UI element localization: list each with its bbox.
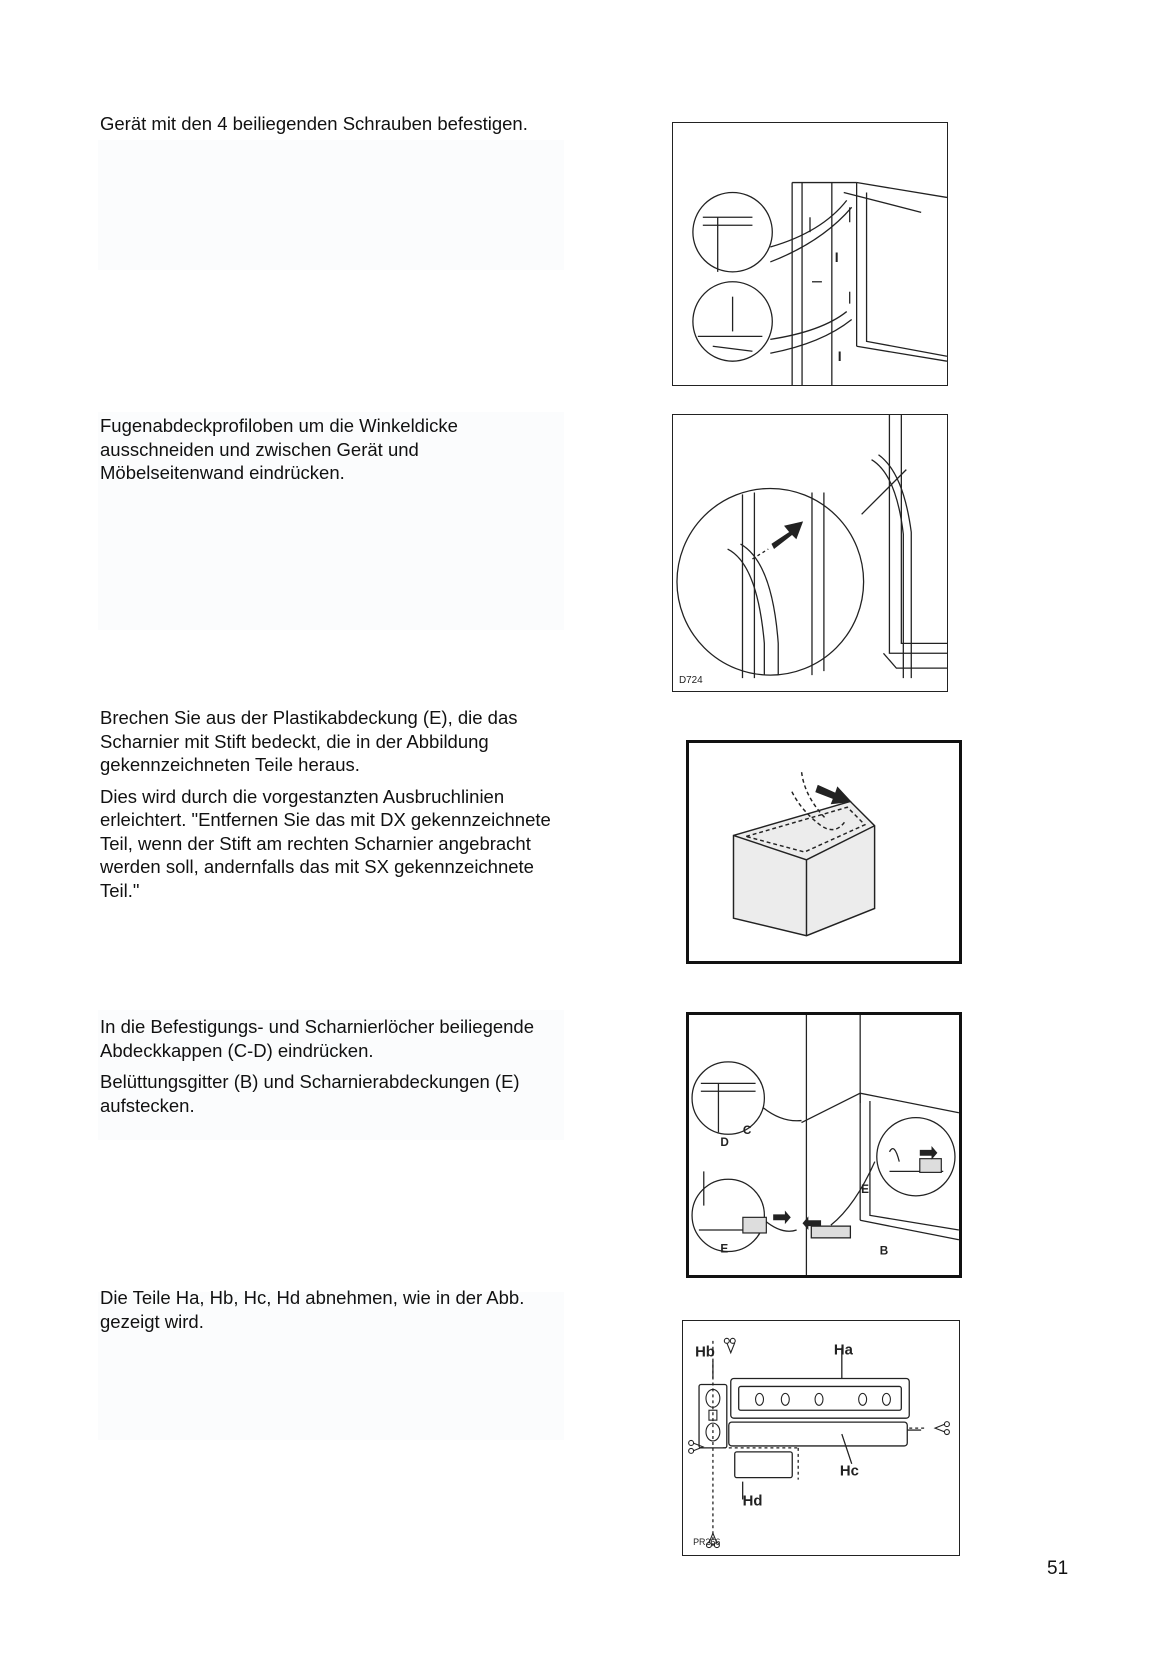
fig5-code: PR266 — [693, 1537, 721, 1548]
section-3-paragraph-1: Brechen Sie aus der Plastikabdeckung (E), die das Scharnier mit Stift bedeckt, die in der Abbildung gekennzeichneten Teile heraus. — [100, 707, 518, 775]
section-1-paragraph-1: Gerät mit den 4 beiliegenden Schrauben befestigen. — [100, 113, 528, 134]
fig1-label-bottom: I — [837, 348, 842, 365]
section-3-text — [100, 706, 562, 910]
figure-screw-mounting — [672, 122, 948, 386]
fig4-label-e-left: E — [720, 1242, 729, 1256]
parts-removal-illustration — [683, 1321, 959, 1555]
fig5-label-hb: Hb — [695, 1344, 715, 1361]
fig4-label-d: D — [720, 1135, 729, 1149]
fig4-label-b: B — [879, 1244, 889, 1258]
section-1-background — [98, 140, 564, 270]
fig5-label-hd: Hd — [742, 1493, 763, 1510]
section-4-text — [100, 1015, 562, 1125]
figure-joint-cover-profile — [672, 414, 948, 692]
joint-cover-illustration — [673, 415, 947, 691]
plastic-cover-illustration — [689, 743, 959, 961]
fig4-label-e-right: E — [861, 1182, 869, 1196]
section-2-text — [100, 414, 562, 493]
section-5-text — [100, 1286, 562, 1341]
fig5-label-hc: Hc — [839, 1463, 859, 1480]
fig1-label-top: I — [834, 248, 839, 265]
section-2-paragraph-1: Fugenabdeckprofiloben um die Winkeldicke ausschneiden und zwischen Gerät und Möbelseitenwand eindrücken. — [100, 415, 458, 483]
section-1-text — [100, 112, 562, 144]
section-3-paragraph-2: Dies wird durch die vorgestanzten Ausbruchlinien erleichtert. "Entfernen Sie das mit DX gekennzeichnete Teil, wenn der Stift am rechten Scharnier angebracht werden soll, andernfalls das mit SX gekennzeichnete Teil." — [100, 785, 551, 901]
screw-mounting-illustration — [673, 123, 947, 385]
figure-cover-caps — [686, 1012, 962, 1278]
figure-plastic-cover — [686, 740, 962, 964]
section-4-paragraph-1: In die Befestigungs- und Scharnierlöcher beiliegende Abdeckkappen (C-D) eindrücken. — [100, 1016, 535, 1061]
figure-parts-removal — [682, 1320, 960, 1556]
section-4-paragraph-2: Belüttungsgitter (B) und Scharnierabdeckungen (E) aufstecken. — [100, 1071, 520, 1116]
cover-caps-illustration — [689, 1015, 959, 1275]
section-5-paragraph-1: Die Teile Ha, Hb, Hc, Hd abnehmen, wie in der Abb. gezeigt wird. — [100, 1287, 525, 1332]
fig5-label-ha: Ha — [833, 1342, 853, 1359]
fig4-label-c: C — [742, 1124, 752, 1138]
page-number: 51 — [1047, 1558, 1069, 1579]
fig2-code: D724 — [678, 675, 703, 687]
